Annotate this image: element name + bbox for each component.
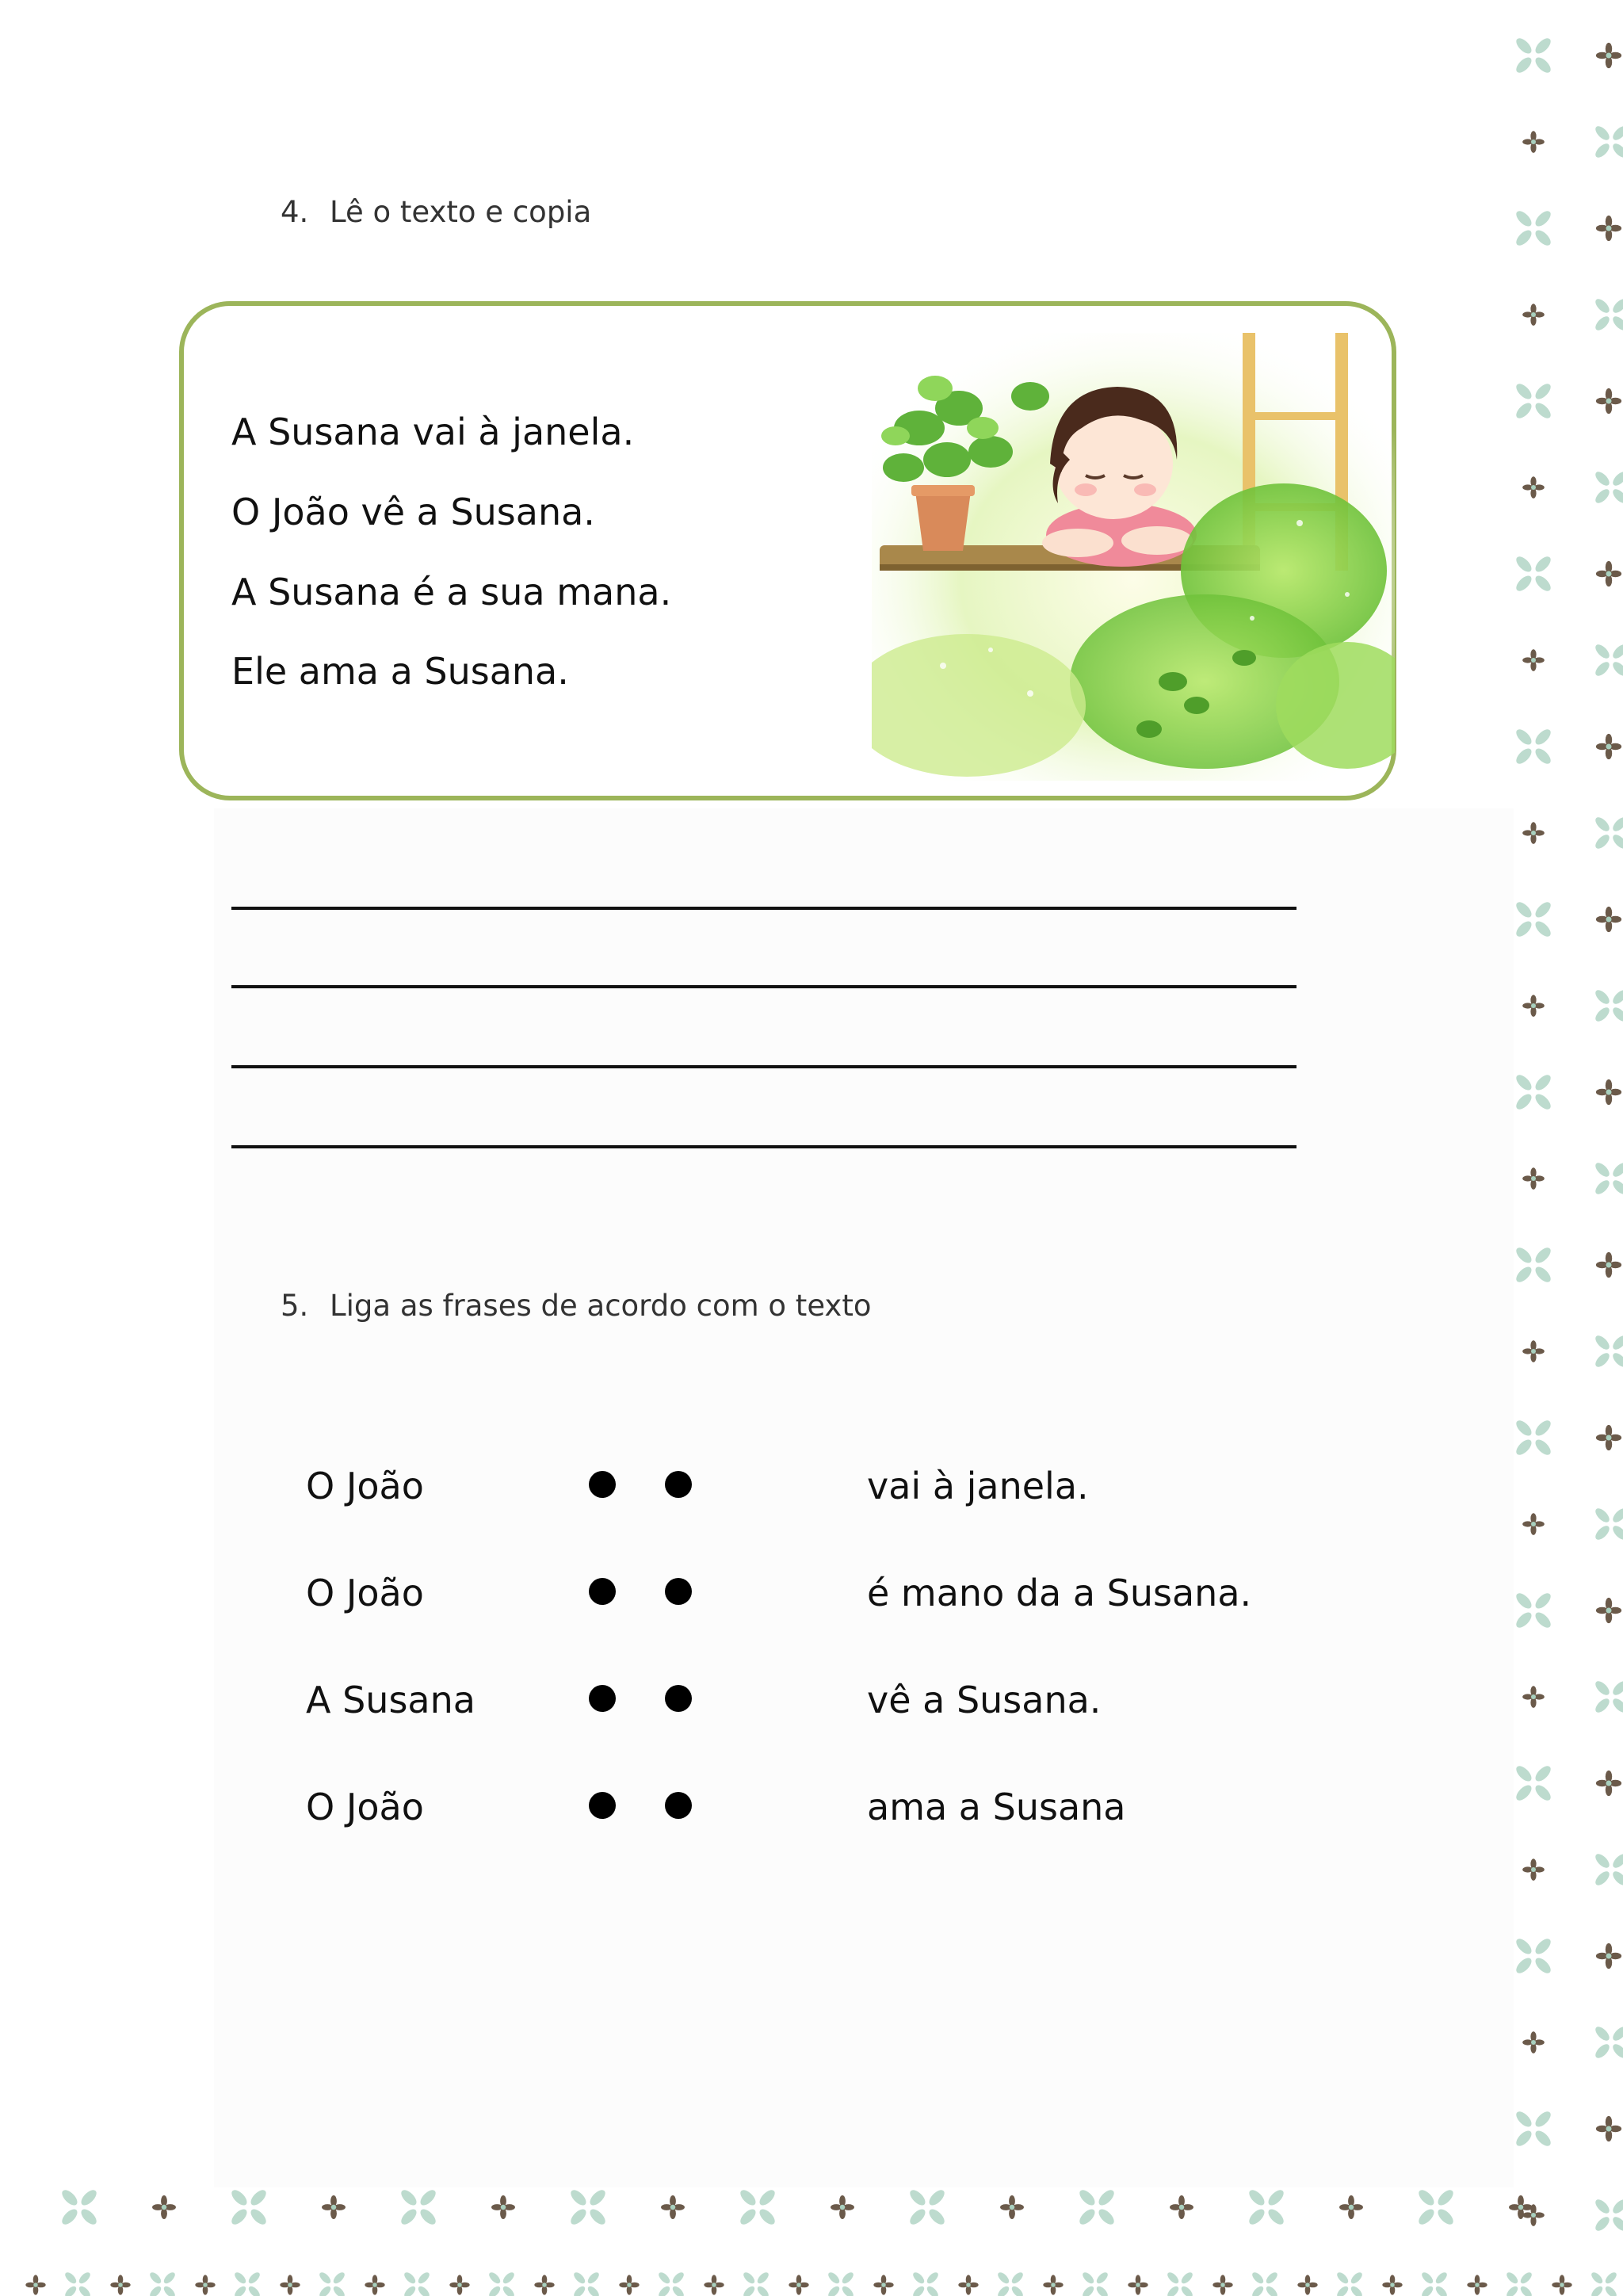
match-left-item: O João bbox=[306, 1572, 424, 1614]
flower-ornament-icon bbox=[449, 2275, 469, 2294]
leaf-ornament-icon bbox=[1514, 1245, 1553, 1285]
flower-ornament-icon bbox=[873, 2275, 893, 2294]
leaf-ornament-icon bbox=[63, 2271, 92, 2296]
flower-ornament-icon bbox=[958, 2275, 978, 2294]
flower-ornament-icon bbox=[1522, 304, 1545, 326]
flower-ornament-icon bbox=[789, 2275, 808, 2294]
left-connector-dot[interactable] bbox=[589, 1792, 616, 1819]
flower-ornament-icon bbox=[1596, 734, 1621, 759]
leaf-ornament-icon bbox=[1593, 815, 1623, 850]
exercise-number: 5. bbox=[281, 1289, 309, 1323]
leaf-ornament-icon bbox=[229, 2187, 269, 2227]
flower-ornament-icon bbox=[1596, 1771, 1621, 1796]
leaf-ornament-icon bbox=[1593, 1851, 1623, 1887]
leaf-ornament-icon bbox=[1514, 1591, 1553, 1630]
flower-ornament-icon bbox=[1128, 2275, 1148, 2294]
exercise-instruction: Liga as frases de acordo com o texto bbox=[330, 1289, 872, 1323]
flower-ornament-icon bbox=[534, 2275, 554, 2294]
leaf-ornament-icon bbox=[1416, 2187, 1456, 2227]
flower-ornament-icon bbox=[1522, 1167, 1545, 1190]
leaf-ornament-icon bbox=[1247, 2187, 1286, 2227]
writing-line[interactable] bbox=[231, 907, 1296, 910]
leaf-ornament-icon bbox=[1514, 1763, 1553, 1803]
match-left-item: A Susana bbox=[306, 1679, 475, 1721]
leaf-ornament-icon bbox=[1593, 1679, 1623, 1714]
leaf-ornament-icon bbox=[318, 2271, 346, 2296]
story-line: Ele ama a Susana. bbox=[231, 650, 569, 693]
girl-at-window-illustration bbox=[872, 333, 1395, 781]
leaf-ornament-icon bbox=[1593, 124, 1623, 159]
leaf-ornament-icon bbox=[827, 2271, 855, 2296]
leaf-ornament-icon bbox=[59, 2187, 99, 2227]
leaf-ornament-icon bbox=[487, 2271, 516, 2296]
flower-ornament-icon bbox=[1522, 1859, 1545, 1881]
leaf-ornament-icon bbox=[1514, 1936, 1553, 1976]
flower-ornament-icon bbox=[1596, 1598, 1621, 1623]
flower-ornament-icon bbox=[1043, 2275, 1063, 2294]
leaf-ornament-icon bbox=[1335, 2271, 1364, 2296]
leaf-ornament-icon bbox=[657, 2271, 685, 2296]
right-connector-dot[interactable] bbox=[665, 1471, 692, 1498]
flower-ornament-icon bbox=[1339, 2195, 1363, 2219]
leaf-ornament-icon bbox=[742, 2271, 770, 2296]
match-right-item: é mano da a Susana. bbox=[867, 1572, 1252, 1614]
story-line: O João vê a Susana. bbox=[231, 491, 595, 533]
flower-ornament-icon bbox=[1552, 2275, 1571, 2294]
flower-ornament-icon bbox=[1000, 2195, 1024, 2219]
exercise-number: 4. bbox=[281, 195, 309, 229]
floral-border-bottom bbox=[0, 2168, 1623, 2296]
exercise-5-title bbox=[281, 1289, 871, 1323]
flower-ornament-icon bbox=[322, 2195, 346, 2219]
flower-ornament-icon bbox=[1212, 2275, 1232, 2294]
leaf-ornament-icon bbox=[1593, 1506, 1623, 1541]
right-connector-dot[interactable] bbox=[665, 1792, 692, 1819]
leaf-ornament-icon bbox=[233, 2271, 262, 2296]
leaf-ornament-icon bbox=[572, 2271, 601, 2296]
flower-ornament-icon bbox=[1522, 995, 1545, 1017]
right-connector-dot[interactable] bbox=[665, 1685, 692, 1712]
leaf-ornament-icon bbox=[1077, 2187, 1117, 2227]
match-right-item: vai à janela. bbox=[867, 1465, 1089, 1507]
flower-ornament-icon bbox=[1509, 2195, 1533, 2219]
leaf-ornament-icon bbox=[1420, 2271, 1449, 2296]
leaf-ornament-icon bbox=[1514, 381, 1553, 421]
leaf-ornament-icon bbox=[1514, 2109, 1553, 2149]
leaf-ornament-icon bbox=[1514, 1072, 1553, 1112]
flower-ornament-icon bbox=[110, 2275, 130, 2294]
flower-ornament-icon bbox=[1596, 1425, 1621, 1450]
leaf-ornament-icon bbox=[148, 2271, 177, 2296]
writing-line[interactable] bbox=[231, 985, 1296, 988]
leaf-ornament-icon bbox=[738, 2187, 777, 2227]
leaf-ornament-icon bbox=[1593, 988, 1623, 1023]
leaf-ornament-icon bbox=[568, 2187, 608, 2227]
leaf-ornament-icon bbox=[907, 2187, 947, 2227]
flower-ornament-icon bbox=[1467, 2275, 1487, 2294]
leaf-ornament-icon bbox=[996, 2271, 1025, 2296]
leaf-ornament-icon bbox=[399, 2187, 438, 2227]
flower-ornament-icon bbox=[1596, 561, 1621, 586]
match-right-item: ama a Susana bbox=[867, 1786, 1126, 1828]
flower-ornament-icon bbox=[1522, 822, 1545, 844]
flower-ornament-icon bbox=[1596, 1252, 1621, 1278]
flower-ornament-icon bbox=[1596, 907, 1621, 932]
writing-line[interactable] bbox=[231, 1065, 1296, 1068]
leaf-ornament-icon bbox=[1593, 1333, 1623, 1369]
story-line: A Susana vai à janela. bbox=[231, 411, 635, 453]
flower-ornament-icon bbox=[704, 2275, 724, 2294]
flower-ornament-icon bbox=[1522, 476, 1545, 499]
writing-line[interactable] bbox=[231, 1145, 1296, 1148]
flower-ornament-icon bbox=[1596, 2116, 1621, 2141]
leaf-ornament-icon bbox=[1166, 2271, 1194, 2296]
flower-ornament-icon bbox=[1522, 1340, 1545, 1362]
leaf-ornament-icon bbox=[1514, 36, 1553, 75]
flower-ornament-icon bbox=[195, 2275, 215, 2294]
flower-ornament-icon bbox=[1522, 131, 1545, 153]
leaf-ornament-icon bbox=[1593, 469, 1623, 505]
flower-ornament-icon bbox=[1522, 649, 1545, 671]
leaf-ornament-icon bbox=[911, 2271, 940, 2296]
exercise-4-title bbox=[281, 195, 591, 229]
left-connector-dot[interactable] bbox=[589, 1471, 616, 1498]
flower-ornament-icon bbox=[1170, 2195, 1193, 2219]
leaf-ornament-icon bbox=[1593, 296, 1623, 332]
flower-ornament-icon bbox=[1596, 1079, 1621, 1105]
leaf-ornament-icon bbox=[1593, 642, 1623, 678]
match-right-item: vê a Susana. bbox=[867, 1679, 1102, 1721]
leaf-ornament-icon bbox=[1514, 1418, 1553, 1457]
flower-ornament-icon bbox=[1522, 1513, 1545, 1535]
flower-ornament-icon bbox=[619, 2275, 639, 2294]
leaf-ornament-icon bbox=[403, 2271, 431, 2296]
story-line: A Susana é a sua mana. bbox=[231, 571, 672, 613]
flower-ornament-icon bbox=[1596, 1943, 1621, 1969]
leaf-ornament-icon bbox=[1514, 554, 1553, 594]
leaf-ornament-icon bbox=[1251, 2271, 1279, 2296]
leaf-ornament-icon bbox=[1514, 727, 1553, 766]
flower-ornament-icon bbox=[152, 2195, 176, 2219]
flower-ornament-icon bbox=[1382, 2275, 1402, 2294]
leaf-ornament-icon bbox=[1593, 1160, 1623, 1196]
flower-ornament-icon bbox=[661, 2195, 685, 2219]
leaf-ornament-icon bbox=[1593, 2024, 1623, 2060]
flower-ornament-icon bbox=[831, 2195, 854, 2219]
floral-border-right bbox=[1502, 0, 1623, 2296]
flower-ornament-icon bbox=[280, 2275, 300, 2294]
flower-ornament-icon bbox=[1596, 216, 1621, 241]
right-connector-dot[interactable] bbox=[665, 1578, 692, 1605]
flower-ornament-icon bbox=[1522, 2031, 1545, 2053]
flower-ornament-icon bbox=[25, 2275, 45, 2294]
leaf-ornament-icon bbox=[1514, 900, 1553, 939]
flower-ornament-icon bbox=[1596, 43, 1621, 68]
flower-ornament-icon bbox=[1297, 2275, 1317, 2294]
flower-ornament-icon bbox=[365, 2275, 384, 2294]
match-left-item: O João bbox=[306, 1465, 424, 1507]
leaf-ornament-icon bbox=[1081, 2271, 1109, 2296]
left-connector-dot[interactable] bbox=[589, 1578, 616, 1605]
flower-ornament-icon bbox=[1596, 388, 1621, 414]
leaf-ornament-icon bbox=[1590, 2271, 1618, 2296]
exercise-instruction: Lê o texto e copia bbox=[330, 195, 592, 229]
flower-ornament-icon bbox=[491, 2195, 515, 2219]
left-connector-dot[interactable] bbox=[589, 1685, 616, 1712]
flower-ornament-icon bbox=[1522, 1686, 1545, 1708]
leaf-ornament-icon bbox=[1505, 2271, 1533, 2296]
match-left-item: O João bbox=[306, 1786, 424, 1828]
leaf-ornament-icon bbox=[1514, 208, 1553, 248]
